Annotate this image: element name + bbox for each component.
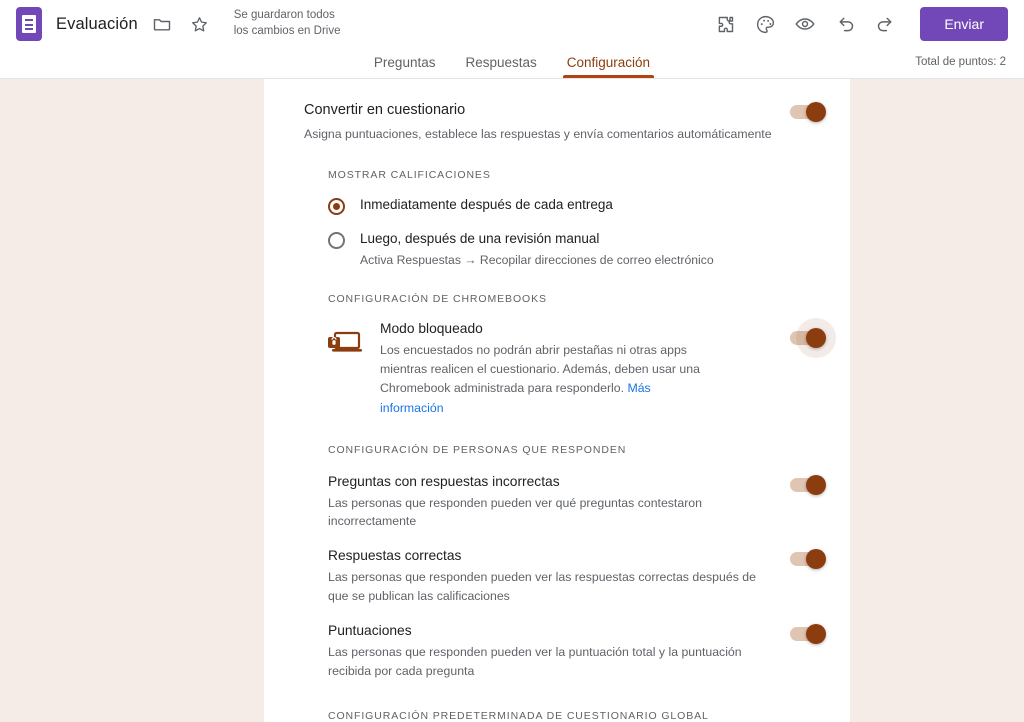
puzzle-addon-icon[interactable] [708, 7, 742, 41]
locked-mode-toggle[interactable] [790, 331, 824, 345]
star-icon[interactable] [186, 10, 214, 38]
tab-bar [0, 48, 1024, 79]
quiz-title: Convertir en cuestionario [304, 102, 466, 118]
setting-row-point-values [304, 623, 824, 680]
radio-immediately[interactable] [328, 198, 345, 215]
grade-option-immediately[interactable] [304, 197, 824, 215]
palette-icon[interactable] [748, 7, 782, 41]
send-button[interactable]: Enviar [920, 7, 1008, 41]
setting-title: Puntuaciones [328, 623, 412, 639]
setting-title: Preguntas con respuestas incorrectas [328, 473, 560, 489]
setting-description: Las personas que responden pueden ver las respuestas correctas después de que se publican las calificaciones [328, 570, 756, 603]
page-title[interactable]: Evaluación [56, 14, 138, 33]
total-points-label: Total de puntos: 2 [915, 56, 1006, 68]
grade-option-label: Luego, después de una revisión manual [360, 231, 600, 247]
locked-mode-title: Modo bloqueado [380, 321, 483, 337]
tab-configuracion[interactable]: Configuración [563, 49, 654, 78]
redo-icon[interactable] [868, 7, 902, 41]
point-values-toggle[interactable] [790, 627, 824, 641]
settings-card [264, 79, 850, 722]
locked-chromebook-icon [328, 327, 362, 357]
radio-manual-review[interactable] [328, 232, 345, 249]
locked-mode-row [304, 321, 710, 417]
setting-row-correct-answers [304, 548, 824, 605]
grade-option-manual-review[interactable] [304, 231, 824, 249]
eye-preview-icon[interactable] [788, 7, 822, 41]
top-bar [0, 0, 1024, 48]
setting-row-missed-questions [304, 474, 824, 531]
grade-option-sub: Activa Respuestas → Recopilar direcciones de correo electrónico [360, 253, 714, 268]
grades-section-label: MOSTRAR CALIFICACIONES [328, 169, 491, 182]
top-bar-actions [708, 7, 1008, 41]
undo-icon[interactable] [828, 7, 862, 41]
save-status-text: Se guardaron todos los cambios en Drive [233, 9, 341, 37]
tab-preguntas[interactable]: Preguntas [373, 54, 436, 70]
folder-move-icon[interactable] [148, 10, 176, 38]
quiz-setting-row [304, 101, 824, 143]
missed-questions-toggle[interactable] [790, 478, 824, 492]
quiz-toggle[interactable] [790, 105, 824, 119]
forms-logo-icon[interactable] [16, 7, 42, 41]
settings-canvas [0, 79, 1024, 722]
grade-option-label: Inmediatamente después de cada entrega [360, 197, 613, 213]
locked-mode-description: Los encuestados no podrán abrir pestañas ni otras apps mientras realicen el cuestionario. Además, deben usar una Chromebook administrada para responderlo. [380, 343, 700, 396]
global-quiz-defaults-label: CONFIGURACIÓN PREDETERMINADA DE CUESTIONARIO GLOBAL [328, 710, 709, 722]
respondent-section-label: CONFIGURACIÓN DE PERSONAS QUE RESPONDEN [328, 443, 627, 456]
correct-answers-toggle[interactable] [790, 552, 824, 566]
quiz-subtitle: Asigna puntuaciones, establece las respuestas y envía comentarios automáticamente [304, 126, 772, 141]
setting-title: Respuestas correctas [328, 548, 462, 564]
setting-description: Las personas que responden pueden ver la puntuación total y la puntuación recibida por cada pregunta [328, 645, 742, 678]
learn-more-link[interactable]: Más información [380, 381, 651, 415]
tab-respuestas[interactable]: Respuestas [465, 54, 537, 70]
chromebook-section-label: CONFIGURACIÓN DE CHROMEBOOKS [328, 293, 547, 306]
setting-description: Las personas que responden pueden ver qué preguntas contestaron incorrectamente [328, 495, 702, 529]
